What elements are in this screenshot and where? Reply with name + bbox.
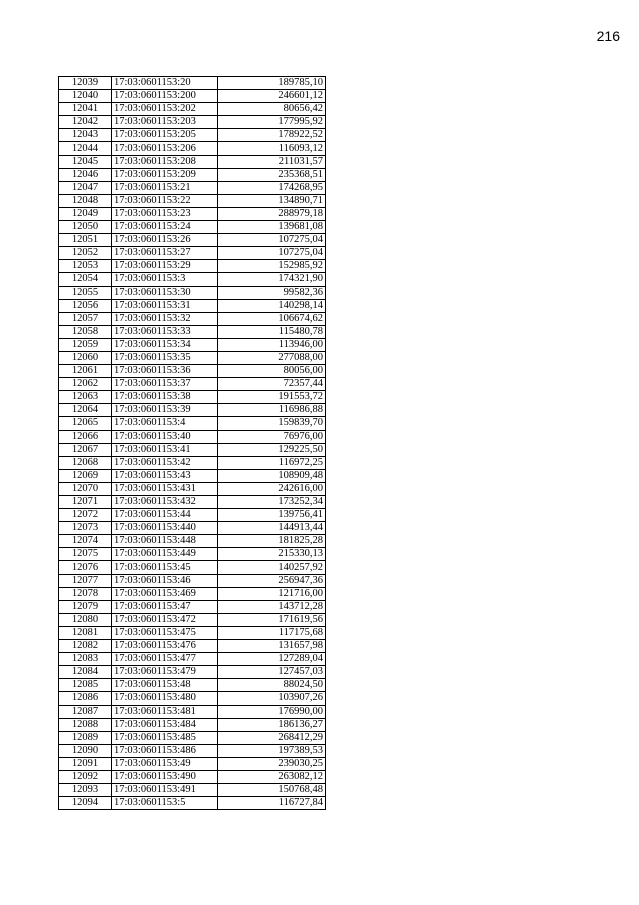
cadastral-number-cell: 17:03:0601153:3 (112, 273, 218, 286)
row-number-cell: 12071 (59, 496, 112, 509)
row-number-cell: 12079 (59, 600, 112, 613)
table-row (59, 456, 326, 469)
cadastral-value-cell: 171619,56 (218, 613, 326, 626)
row-number-cell: 12088 (59, 718, 112, 731)
cadastral-number-cell: 17:03:0601153:38 (112, 391, 218, 404)
row-number-cell: 12072 (59, 509, 112, 522)
cadastral-number-cell: 17:03:0601153:479 (112, 666, 218, 679)
cadastral-number-cell: 17:03:0601153:49 (112, 757, 218, 770)
row-number-cell: 12075 (59, 548, 112, 561)
row-number-cell: 12078 (59, 587, 112, 600)
cadastral-value-table (58, 76, 326, 810)
table-row (59, 535, 326, 548)
cadastral-number-cell: 17:03:0601153:440 (112, 522, 218, 535)
cadastral-number-cell: 17:03:0601153:485 (112, 731, 218, 744)
row-number-cell: 12073 (59, 522, 112, 535)
row-number-cell: 12054 (59, 273, 112, 286)
row-number-cell: 12052 (59, 247, 112, 260)
row-number-cell: 12080 (59, 613, 112, 626)
table-row (59, 129, 326, 142)
table-row (59, 482, 326, 495)
cadastral-value-cell: 139681,08 (218, 221, 326, 234)
cadastral-number-cell: 17:03:0601153:206 (112, 142, 218, 155)
row-number-cell: 12067 (59, 443, 112, 456)
row-number-cell: 12077 (59, 574, 112, 587)
table-row (59, 679, 326, 692)
row-number-cell: 12041 (59, 103, 112, 116)
cadastral-value-cell: 121716,00 (218, 587, 326, 600)
cadastral-value-cell: 288979,18 (218, 207, 326, 220)
table-row (59, 561, 326, 574)
cadastral-number-cell: 17:03:0601153:31 (112, 299, 218, 312)
table-row (59, 626, 326, 639)
cadastral-number-cell: 17:03:0601153:490 (112, 770, 218, 783)
cadastral-value-cell: 263082,12 (218, 770, 326, 783)
cadastral-value-cell: 88024,50 (218, 679, 326, 692)
cadastral-value-cell: 189785,10 (218, 77, 326, 90)
table-body (59, 77, 326, 810)
cadastral-value-cell: 186136,27 (218, 718, 326, 731)
cadastral-value-cell: 159839,70 (218, 417, 326, 430)
cadastral-value-cell: 107275,04 (218, 247, 326, 260)
cadastral-value-cell: 131657,98 (218, 640, 326, 653)
cadastral-number-cell: 17:03:0601153:34 (112, 338, 218, 351)
row-number-cell: 12060 (59, 351, 112, 364)
cadastral-number-cell: 17:03:0601153:432 (112, 496, 218, 509)
row-number-cell: 12039 (59, 77, 112, 90)
cadastral-value-cell: 144913,44 (218, 522, 326, 535)
row-number-cell: 12083 (59, 653, 112, 666)
cadastral-number-cell: 17:03:0601153:200 (112, 90, 218, 103)
table-row (59, 234, 326, 247)
cadastral-number-cell: 17:03:0601153:32 (112, 312, 218, 325)
table-row (59, 613, 326, 626)
cadastral-value-cell: 277088,00 (218, 351, 326, 364)
row-number-cell: 12089 (59, 731, 112, 744)
table-row (59, 207, 326, 220)
table-row (59, 705, 326, 718)
cadastral-number-cell: 17:03:0601153:448 (112, 535, 218, 548)
table-row (59, 496, 326, 509)
cadastral-number-cell: 17:03:0601153:484 (112, 718, 218, 731)
cadastral-number-cell: 17:03:0601153:476 (112, 640, 218, 653)
page-number: 216 (596, 28, 620, 44)
table-row (59, 77, 326, 90)
row-number-cell: 12043 (59, 129, 112, 142)
cadastral-value-cell: 173252,34 (218, 496, 326, 509)
cadastral-value-cell: 174268,95 (218, 181, 326, 194)
table-row (59, 522, 326, 535)
cadastral-number-cell: 17:03:0601153:209 (112, 168, 218, 181)
table-row (59, 692, 326, 705)
cadastral-number-cell: 17:03:0601153:40 (112, 430, 218, 443)
cadastral-value-cell: 197389,53 (218, 744, 326, 757)
cadastral-value-cell: 116986,88 (218, 404, 326, 417)
row-number-cell: 12064 (59, 404, 112, 417)
row-number-cell: 12063 (59, 391, 112, 404)
cadastral-number-cell: 17:03:0601153:480 (112, 692, 218, 705)
cadastral-number-cell: 17:03:0601153:47 (112, 600, 218, 613)
table-row (59, 116, 326, 129)
table-row (59, 417, 326, 430)
cadastral-number-cell: 17:03:0601153:48 (112, 679, 218, 692)
row-number-cell: 12091 (59, 757, 112, 770)
row-number-cell: 12076 (59, 561, 112, 574)
table-row (59, 378, 326, 391)
cadastral-value-cell: 108909,48 (218, 469, 326, 482)
cadastral-number-cell: 17:03:0601153:45 (112, 561, 218, 574)
table-row (59, 90, 326, 103)
cadastral-value-cell: 181825,28 (218, 535, 326, 548)
cadastral-value-cell: 116727,84 (218, 797, 326, 810)
table-row (59, 600, 326, 613)
table-row (59, 744, 326, 757)
cadastral-number-cell: 17:03:0601153:22 (112, 194, 218, 207)
cadastral-value-cell: 127457,03 (218, 666, 326, 679)
cadastral-number-cell: 17:03:0601153:46 (112, 574, 218, 587)
table-row (59, 194, 326, 207)
cadastral-number-cell: 17:03:0601153:37 (112, 378, 218, 391)
cadastral-value-cell: 268412,29 (218, 731, 326, 744)
cadastral-value-cell: 116972,25 (218, 456, 326, 469)
table-row (59, 247, 326, 260)
table-row (59, 784, 326, 797)
cadastral-number-cell: 17:03:0601153:477 (112, 653, 218, 666)
row-number-cell: 12069 (59, 469, 112, 482)
cadastral-number-cell: 17:03:0601153:21 (112, 181, 218, 194)
row-number-cell: 12094 (59, 797, 112, 810)
table-row (59, 587, 326, 600)
cadastral-value-cell: 235368,51 (218, 168, 326, 181)
cadastral-number-cell: 17:03:0601153:20 (112, 77, 218, 90)
cadastral-number-cell: 17:03:0601153:469 (112, 587, 218, 600)
table-row (59, 666, 326, 679)
cadastral-value-cell: 129225,50 (218, 443, 326, 456)
row-number-cell: 12050 (59, 221, 112, 234)
row-number-cell: 12068 (59, 456, 112, 469)
cadastral-value-cell: 107275,04 (218, 234, 326, 247)
cadastral-value-cell: 117175,68 (218, 626, 326, 639)
cadastral-value-cell: 256947,36 (218, 574, 326, 587)
cadastral-value-cell: 76976,00 (218, 430, 326, 443)
row-number-cell: 12090 (59, 744, 112, 757)
row-number-cell: 12086 (59, 692, 112, 705)
row-number-cell: 12070 (59, 482, 112, 495)
row-number-cell: 12047 (59, 181, 112, 194)
row-number-cell: 12065 (59, 417, 112, 430)
row-number-cell: 12046 (59, 168, 112, 181)
row-number-cell: 12045 (59, 155, 112, 168)
row-number-cell: 12051 (59, 234, 112, 247)
cadastral-value-cell: 113946,00 (218, 338, 326, 351)
cadastral-value-cell: 176990,00 (218, 705, 326, 718)
cadastral-value-cell: 139756,41 (218, 509, 326, 522)
cadastral-number-cell: 17:03:0601153:24 (112, 221, 218, 234)
cadastral-number-cell: 17:03:0601153:491 (112, 784, 218, 797)
table-row (59, 155, 326, 168)
row-number-cell: 12042 (59, 116, 112, 129)
table-row (59, 640, 326, 653)
cadastral-value-cell: 134890,71 (218, 194, 326, 207)
cadastral-value-cell: 140298,14 (218, 299, 326, 312)
cadastral-value-cell: 246601,12 (218, 90, 326, 103)
cadastral-number-cell: 17:03:0601153:431 (112, 482, 218, 495)
cadastral-number-cell: 17:03:0601153:33 (112, 325, 218, 338)
table-row (59, 731, 326, 744)
cadastral-number-cell: 17:03:0601153:41 (112, 443, 218, 456)
row-number-cell: 12093 (59, 784, 112, 797)
cadastral-value-cell: 127289,04 (218, 653, 326, 666)
row-number-cell: 12040 (59, 90, 112, 103)
row-number-cell: 12048 (59, 194, 112, 207)
cadastral-number-cell: 17:03:0601153:42 (112, 456, 218, 469)
cadastral-number-cell: 17:03:0601153:29 (112, 260, 218, 273)
row-number-cell: 12061 (59, 365, 112, 378)
cadastral-number-cell: 17:03:0601153:205 (112, 129, 218, 142)
cadastral-value-cell: 191553,72 (218, 391, 326, 404)
table-row (59, 365, 326, 378)
cadastral-number-cell: 17:03:0601153:44 (112, 509, 218, 522)
table-row (59, 757, 326, 770)
cadastral-value-cell: 80056,00 (218, 365, 326, 378)
cadastral-value-cell: 115480,78 (218, 325, 326, 338)
cadastral-number-cell: 17:03:0601153:36 (112, 365, 218, 378)
table-row (59, 718, 326, 731)
cadastral-value-cell: 80656,42 (218, 103, 326, 116)
table-row (59, 260, 326, 273)
cadastral-value-cell: 150768,48 (218, 784, 326, 797)
table-row (59, 168, 326, 181)
row-number-cell: 12084 (59, 666, 112, 679)
cadastral-value-cell: 140257,92 (218, 561, 326, 574)
table-row (59, 443, 326, 456)
table-row (59, 770, 326, 783)
cadastral-value-cell: 143712,28 (218, 600, 326, 613)
cadastral-number-cell: 17:03:0601153:26 (112, 234, 218, 247)
table-row (59, 325, 326, 338)
table-row (59, 548, 326, 561)
table-row (59, 469, 326, 482)
table-row (59, 391, 326, 404)
table-row (59, 103, 326, 116)
row-number-cell: 12053 (59, 260, 112, 273)
table-row (59, 509, 326, 522)
row-number-cell: 12049 (59, 207, 112, 220)
cadastral-number-cell: 17:03:0601153:486 (112, 744, 218, 757)
cadastral-number-cell: 17:03:0601153:472 (112, 613, 218, 626)
table-row (59, 430, 326, 443)
table-row (59, 181, 326, 194)
cadastral-value-cell: 116093,12 (218, 142, 326, 155)
table-row (59, 653, 326, 666)
row-number-cell: 12058 (59, 325, 112, 338)
table-row (59, 574, 326, 587)
cadastral-number-cell: 17:03:0601153:23 (112, 207, 218, 220)
row-number-cell: 12057 (59, 312, 112, 325)
row-number-cell: 12044 (59, 142, 112, 155)
cadastral-value-cell: 106674,62 (218, 312, 326, 325)
row-number-cell: 12082 (59, 640, 112, 653)
table-row (59, 351, 326, 364)
cadastral-value-cell: 103907,26 (218, 692, 326, 705)
cadastral-value-cell: 178922,52 (218, 129, 326, 142)
table-row (59, 286, 326, 299)
cadastral-value-cell: 239030,25 (218, 757, 326, 770)
table-row (59, 797, 326, 810)
row-number-cell: 12055 (59, 286, 112, 299)
row-number-cell: 12092 (59, 770, 112, 783)
cadastral-number-cell: 17:03:0601153:5 (112, 797, 218, 810)
row-number-cell: 12074 (59, 535, 112, 548)
cadastral-value-cell: 211031,57 (218, 155, 326, 168)
cadastral-value-cell: 177995,92 (218, 116, 326, 129)
table-row (59, 404, 326, 417)
row-number-cell: 12081 (59, 626, 112, 639)
row-number-cell: 12087 (59, 705, 112, 718)
cadastral-number-cell: 17:03:0601153:203 (112, 116, 218, 129)
table-row (59, 299, 326, 312)
cadastral-value-cell: 152985,92 (218, 260, 326, 273)
cadastral-value-cell: 174321,90 (218, 273, 326, 286)
table-row (59, 338, 326, 351)
cadastral-value-cell: 72357,44 (218, 378, 326, 391)
table-row (59, 142, 326, 155)
cadastral-number-cell: 17:03:0601153:481 (112, 705, 218, 718)
row-number-cell: 12062 (59, 378, 112, 391)
cadastral-value-cell: 215330,13 (218, 548, 326, 561)
cadastral-number-cell: 17:03:0601153:449 (112, 548, 218, 561)
table-row (59, 221, 326, 234)
row-number-cell: 12059 (59, 338, 112, 351)
cadastral-number-cell: 17:03:0601153:30 (112, 286, 218, 299)
row-number-cell: 12056 (59, 299, 112, 312)
cadastral-number-cell: 17:03:0601153:35 (112, 351, 218, 364)
cadastral-value-cell: 242616,00 (218, 482, 326, 495)
cadastral-value-cell: 99582,36 (218, 286, 326, 299)
row-number-cell: 12085 (59, 679, 112, 692)
cadastral-number-cell: 17:03:0601153:4 (112, 417, 218, 430)
cadastral-number-cell: 17:03:0601153:27 (112, 247, 218, 260)
cadastral-number-cell: 17:03:0601153:39 (112, 404, 218, 417)
cadastral-number-cell: 17:03:0601153:43 (112, 469, 218, 482)
cadastral-number-cell: 17:03:0601153:208 (112, 155, 218, 168)
cadastral-number-cell: 17:03:0601153:475 (112, 626, 218, 639)
table-row (59, 273, 326, 286)
cadastral-number-cell: 17:03:0601153:202 (112, 103, 218, 116)
row-number-cell: 12066 (59, 430, 112, 443)
table-row (59, 312, 326, 325)
